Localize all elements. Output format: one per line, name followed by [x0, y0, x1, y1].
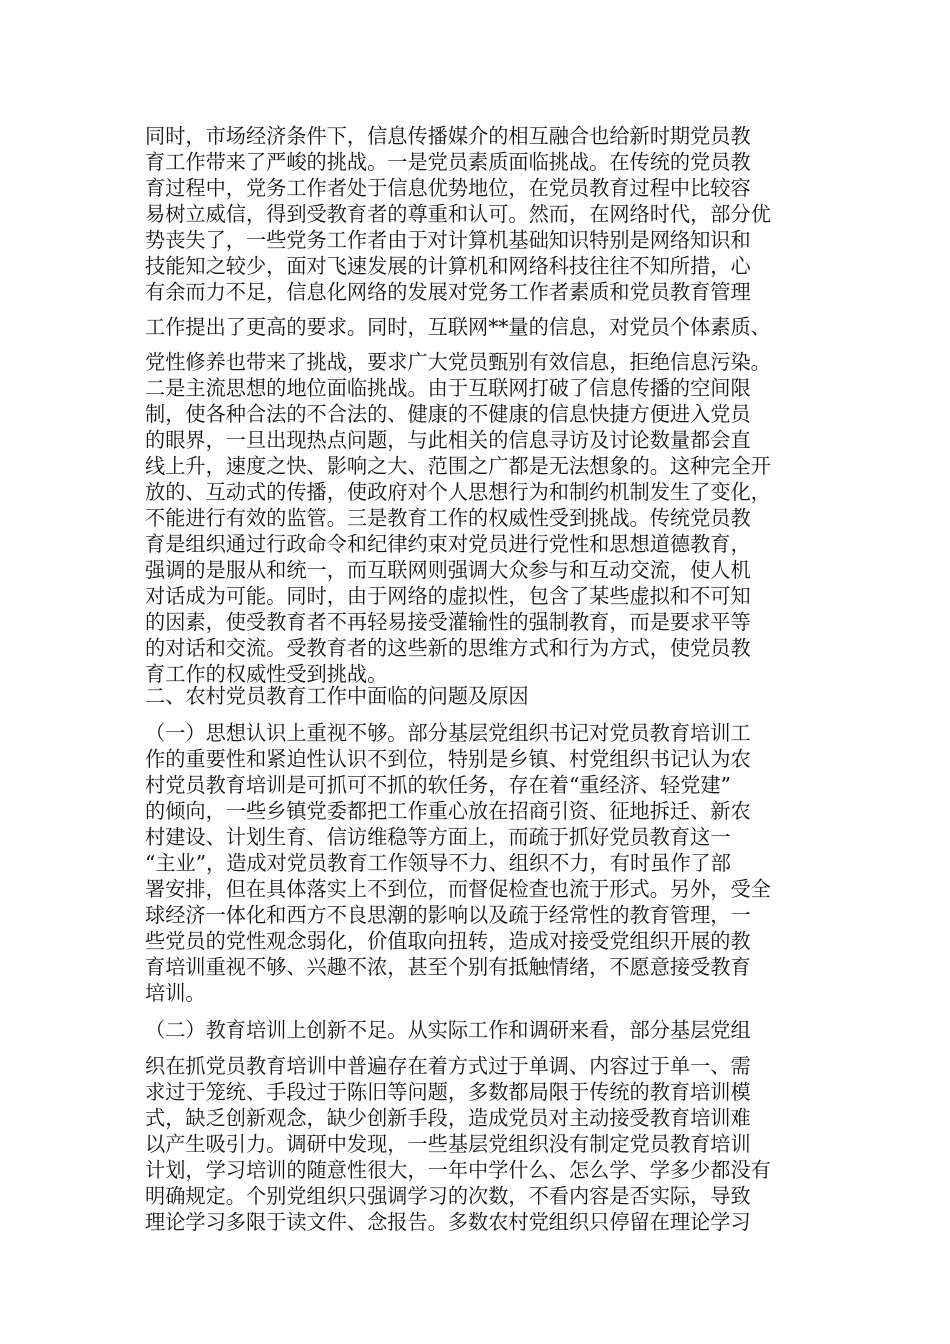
text-line: 有余而力不足，信息化网络的发展对党务工作者素质和党员教育管理	[145, 280, 751, 304]
text-line: 培训。	[145, 981, 206, 1005]
text-line: 技能知之较少，面对飞速发展的计算机和网络科技往往不知所措，心	[145, 254, 751, 278]
text-line: 不能进行有效的监管。三是教育工作的权威性受到挑战。传统党员教	[145, 506, 751, 530]
text-line: 党性修养也带来了挑战，要求广大党员甄别有效信息，拒绝信息污染。	[145, 350, 771, 374]
text-line: 育过程中，党务工作者处于信息优势地位，在党员教育过程中比较容	[145, 176, 751, 200]
text-line: 育工作带来了严峻的挑战。一是党员素质面临挑战。在传统的党员教	[145, 150, 751, 174]
text-line: 的对话和交流。受教育者的这些新的思维方式和行为方式，使党员教	[145, 636, 751, 660]
text-line: “主业”，造成对党员教育工作领导不力、组织不力，有时虽作了部	[145, 851, 731, 875]
text-line: 式，缺乏创新观念，缺少创新手段，造成党员对主动接受教育培训难	[145, 1106, 751, 1130]
text-line: 的倾向，一些乡镇党委都把工作重心放在招商引资、征地拆迁、新农	[145, 799, 751, 823]
text-line: 球经济一体化和西方不良思潮的影响以及疏于经常性的教育管理，一	[145, 903, 751, 927]
text-line: 村建设、计划生育、信访维稳等方面上，而疏于抓好党员教育这一	[145, 825, 731, 849]
text-line: 理论学习多限于读文件、念报告。多数农村党组织只停留在理论学习	[145, 1210, 751, 1234]
text-line: 署安排，但在具体落实上不到位，而督促检查也流于形式。另外，受全	[145, 877, 771, 901]
text-line: 些党员的党性观念弱化，价值取向扭转，造成对接受党组织开展的教	[145, 929, 751, 953]
text-line: 对话成为可能。同时，由于网络的虚拟性，包含了某些虚拟和不可知	[145, 584, 751, 608]
text-line: 二是主流思想的地位面临挑战。由于互联网打破了信息传播的空间限	[145, 376, 751, 400]
text-line: 育工作的权威性受到挑战。	[145, 662, 388, 686]
text-line: 的因素，使受教育者不再轻易接受灌输性的强制教育，而是要求平等	[145, 610, 751, 634]
text-line: （一）思想认识上重视不够。部分基层党组织书记对党员教育培训工	[145, 721, 751, 745]
text-line: （二）教育培训上创新不足。从实际工作和调研来看，部分基层党组	[145, 1018, 751, 1042]
text-line: 强调的是服从和统一，而互联网则强调大众参与和互动交流，使人机	[145, 558, 751, 582]
text-line: 计划，学习培训的随意性很大，一年中学什么、怎么学、学多少都没有	[145, 1158, 771, 1182]
text-line: 线上升，速度之快、影响之大、范围之广都是无法想象的。这种完全开	[145, 454, 771, 478]
text-line: 的眼界，一旦出现热点问题，与此相关的信息寻访及讨论数量都会直	[145, 428, 751, 452]
heading-text: 二、农村党员教育工作中面临的问题及原因	[145, 684, 529, 708]
text-line: 育是组织通过行政命令和纪律约束对党员进行党性和思想道德教育，	[145, 532, 751, 556]
text-line: 同时，市场经济条件下，信息传播媒介的相互融合也给新时期党员教	[145, 124, 751, 148]
text-line: 易树立威信，得到受教育者的尊重和认可。然而，在网络时代，部分优	[145, 202, 771, 226]
text-line: 村党员教育培训是可抓可不抓的软任务，存在着“重经济、轻党建”	[145, 773, 731, 797]
text-line: 放的、互动式的传播，使政府对个人思想行为和制约机制发生了变化，	[145, 480, 771, 504]
text-line: 育培训重视不够、兴趣不浓，甚至个别有抵触情绪，不愿意接受教育	[145, 955, 751, 979]
text-line: 以产生吸引力。调研中发现，一些基层党组织没有制定党员教育培训	[145, 1132, 751, 1156]
text-line: 作的重要性和紧迫性认识不到位，特别是乡镇、村党组织书记认为农	[145, 747, 751, 771]
text-line: 求过于笼统、手段过于陈旧等问题，多数都局限于传统的教育培训模	[145, 1080, 751, 1104]
text-line: 明确规定。个别党组织只强调学习的次数，不看内容是否实际，导致	[145, 1184, 751, 1208]
text-line: 制，使各种合法的不合法的、健康的不健康的信息快捷方便进入党员	[145, 402, 751, 426]
text-line: 工作提出了更高的要求。同时，互联网**量的信息，对党员个体素质、	[145, 315, 771, 339]
text-line: 势丧失了，一些党务工作者由于对计算机基础知识特别是网络知识和	[145, 228, 751, 252]
text-line: 织在抓党员教育培训中普遍存在着方式过于单调、内容过于单一、需	[145, 1054, 751, 1078]
